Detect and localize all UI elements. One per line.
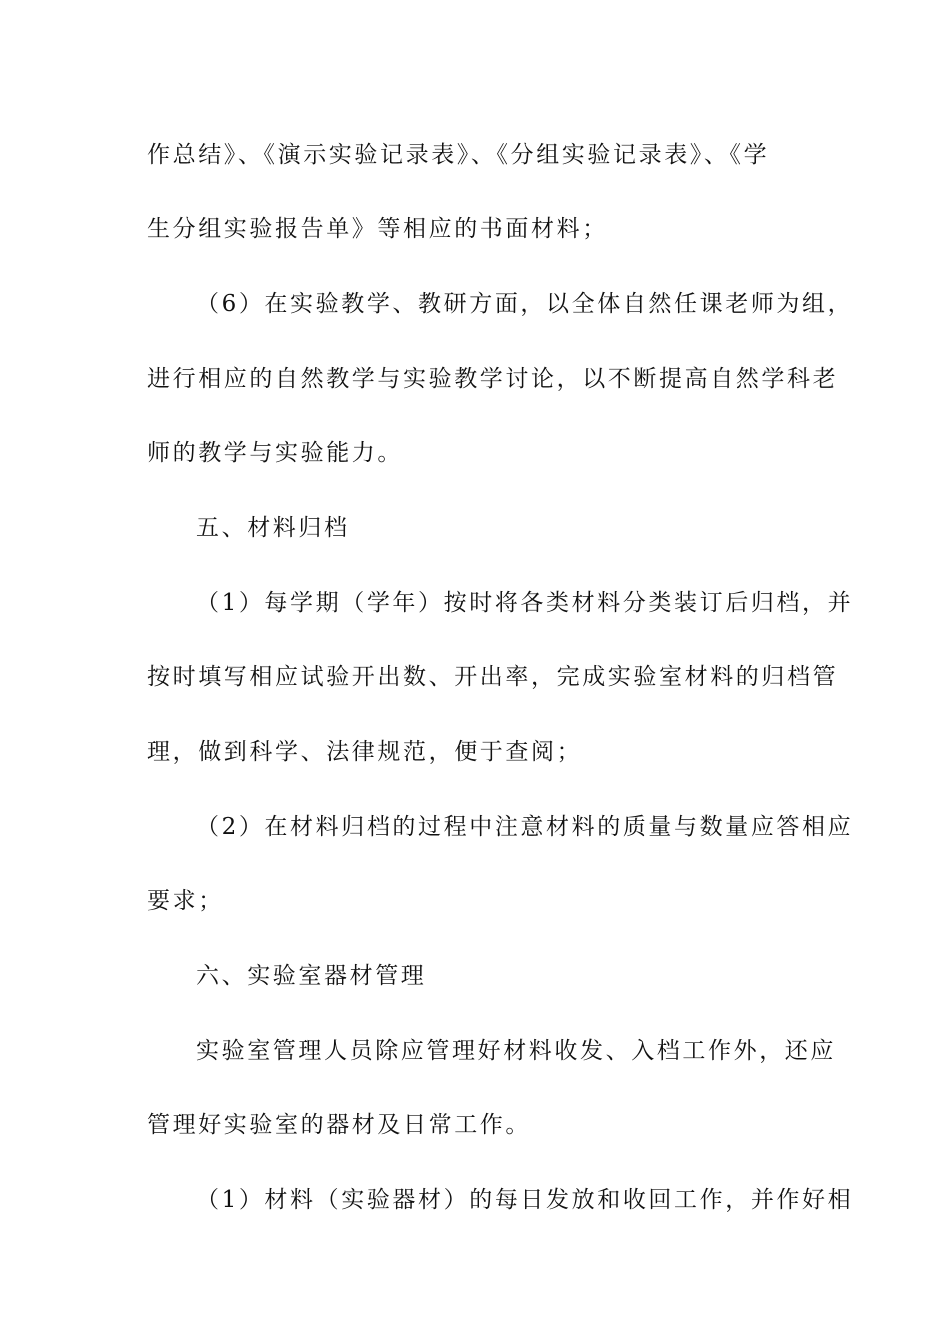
text-line: （1）材料（实验器材）的每日发放和收回工作，并作好相 (196, 1187, 854, 1213)
text-line: （2）在材料归档的过程中注意材料的质量与数量应答相应 (196, 814, 854, 840)
text-line: 师的教学与实验能力。 (147, 440, 403, 466)
text-line: 要求； (147, 888, 224, 914)
text-line: 按时填写相应试验开出数、开出率，完成实验室材料的归档管 (147, 664, 839, 690)
text-line: 作总结》、《演示实验记录表》、《分组实验记录表》、《学 (147, 142, 770, 168)
text-line: 理，做到科学、法律规范，便于查阅； (147, 739, 583, 765)
text-line: （1）每学期（学年）按时将各类材料分类装订后归档，并 (196, 590, 854, 616)
section-heading: 六、实验室器材管理 (196, 963, 427, 989)
text-line: 实验室管理人员除应管理好材料收发、入档工作外，还应 (196, 1038, 836, 1064)
text-line: 进行相应的自然教学与实验教学讨论，以不断提高自然学科老 (147, 366, 839, 392)
text-line: 生分组实验报告单》等相应的书面材料； (147, 216, 608, 242)
text-line: （6）在实验教学、教研方面，以全体自然任课老师为组， (196, 291, 854, 317)
text-line: 管理好实验室的器材及日常工作。 (147, 1112, 531, 1138)
section-heading: 五、材料归档 (196, 515, 350, 541)
